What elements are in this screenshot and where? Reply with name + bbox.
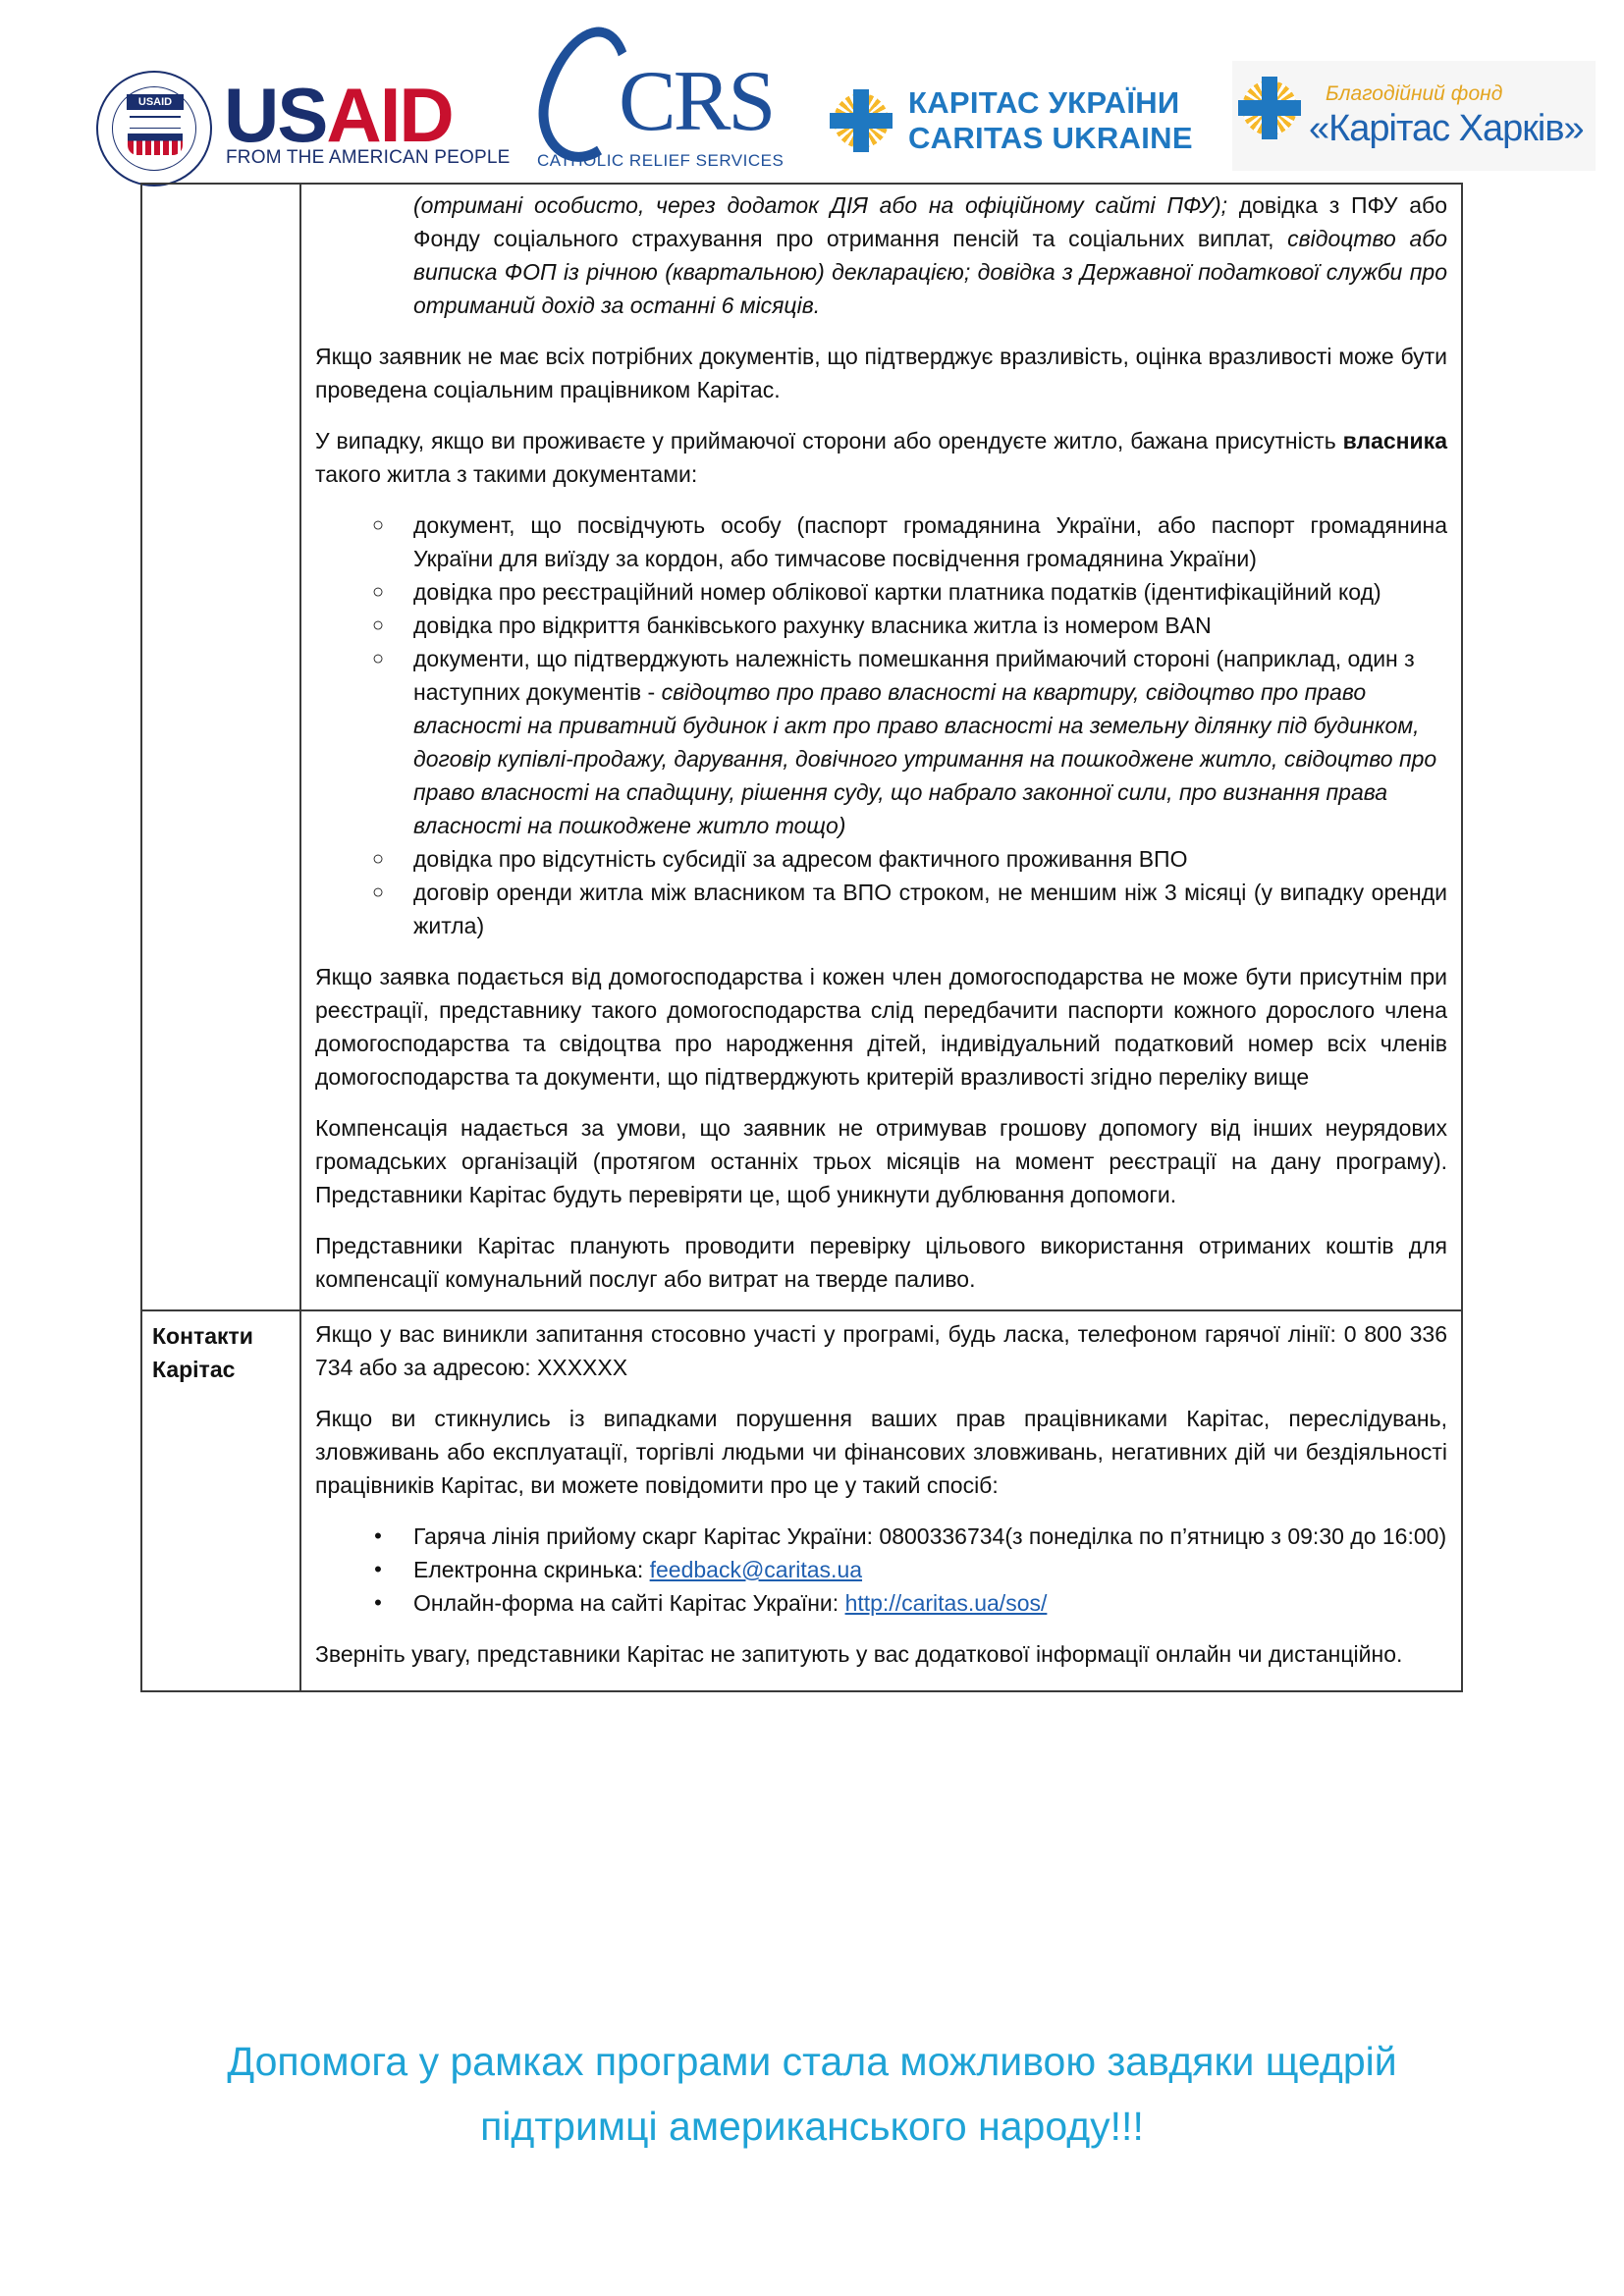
paragraph-monitoring: Представники Карітас планують проводити перевірку цільового використання отриманих коштів для компенсації комунальний послуг або витрат на тверде паливо. [315, 1233, 1447, 1292]
info-table [140, 183, 1463, 1692]
disc-bullet-icon: • [374, 1523, 382, 1548]
usaid-aid: AID [326, 72, 453, 158]
usaid-us: US [224, 72, 327, 158]
complaint-channels-list [315, 1520, 1447, 1620]
list-item-hotline: • Гаряча лінія прийому скарг Карітас України: 0800336734(з понеділка по п’ятницю з 09:30 до 16:00) [315, 1520, 1447, 1553]
footer-line-2: підтримці американського народу!!! [480, 2104, 1144, 2149]
owner-documents-list [315, 508, 1447, 942]
crs-tagline: CATHOLIC RELIEF SERVICES [537, 151, 785, 170]
shield-stripes-icon [128, 133, 183, 155]
table-row-requirements [141, 184, 1462, 1310]
crs-wordmark: CRS [619, 54, 774, 149]
paragraph-notice: Зверніть увагу, представники Карітас не запитують у вас додаткової інформації онлайн чи дистанційно. [315, 1641, 1403, 1667]
list-item: ○ документи, що підтверджують належність помешкання приймаючий стороні (наприклад, один з наступних документів - свідоцтво про право власності на квартиру, свідоцтво про право власності на приватний будинок і акт про право власності на земельну ділянку під будинком, договір купівлі-продажу, дарування, довічного утримання на пошкоджене житло, свідоцтво про право власності на спадщину, рішення суду, що набрало законної сили, про визнання права власності на пошкоджене житло тощо) [315, 642, 1447, 842]
sos-form-link[interactable]: http://caritas.ua/sos/ [844, 1590, 1048, 1616]
caritas-cross-icon [1238, 77, 1301, 139]
paragraph-household: Якщо заявка подається від домогосподарства і кожен член домогосподарства не може бути присутнім при реєстрації, представнику такого домогосподарства слід передбачити паспорти кожного дорослого члена домогосподарства та свідоцтва про народження дітей, індивідуальний податковий номер всіх членів домогосподарства та документи, що підтверджують критерій вразливості згідно переліку вище [315, 964, 1447, 1090]
contacts-label: Контакти Карітас [152, 1323, 253, 1382]
list-item-email: • Електронна скринька: feedback@caritas.ua [315, 1553, 1447, 1586]
row-label-cell [141, 1310, 300, 1691]
row-content-cell [300, 184, 1462, 1310]
usaid-seal-logo [96, 71, 212, 187]
circle-bullet-icon: ○ [371, 514, 385, 536]
footer-line-1: Допомога у рамках програми стала можливою завдяки щедрій [227, 2039, 1397, 2084]
documents-continuation: (отримані особисто, через додаток ДІЯ або на офіційному сайті ПФУ); довідка з ПФУ або Фонду соціального страхування про отримання пенсій та соціальних виплат, свідоцтво або виписка ФОП із річною (квартальною) декларацією; довідка з Державної податкової служби про отриманий дохід за останні 6 місяців. [413, 192, 1447, 318]
list-item-online-form: • Онлайн-форма на сайті Карітас України: http://caritas.ua/sos/ [315, 1586, 1447, 1620]
caritas-ukraine-line2: CARITAS UKRAINE [908, 121, 1193, 155]
usaid-wordmark [224, 72, 453, 158]
list-item: ○ довідка про реєстраційний номер облікової картки платника податків (ідентифікаційний код) [315, 575, 1447, 609]
caritas-ukraine-line1: КАРІТАС УКРАЇНИ [908, 85, 1180, 120]
list-item: ○ довідка про відкриття банківського рахунку власника житла із номером BAN [315, 609, 1447, 642]
footer-thanks [0, 2034, 1624, 2154]
paragraph-owner-presence: У випадку, якщо ви проживаєте у приймаючої сторони або орендуєте житло, бажана присутність власника такого житла з такими документами: [315, 428, 1447, 487]
caritas-cross-icon [830, 89, 893, 152]
circle-bullet-icon: ○ [371, 614, 385, 636]
circle-bullet-icon: ○ [371, 648, 385, 669]
paragraph-missing-documents: Якщо заявник не має всіх потрібних документів, що підтверджує вразливість, оцінка вразливості може бути проведена соціальним працівником Карітас. [315, 344, 1447, 402]
circle-bullet-icon: ○ [371, 581, 385, 603]
table-row-contacts [141, 1310, 1462, 1691]
disc-bullet-icon: • [374, 1590, 382, 1615]
list-item: ○ довідка про відсутність субсидії за адресом фактичного проживання ВПО [315, 842, 1447, 876]
list-item: ○ договір оренди житла між власником та ВПО строком, не меншим ніж 3 місяці (у випадку оренди житла) [315, 876, 1447, 942]
caritas-kharkiv-logo [1232, 61, 1596, 171]
caritas-kharkiv-line1: Благодійний фонд [1326, 82, 1503, 105]
circle-bullet-icon: ○ [371, 881, 385, 903]
usaid-tagline: FROM THE AMERICAN PEOPLE [226, 147, 511, 168]
caritas-kharkiv-line2: «Карітас Харків» [1309, 108, 1584, 149]
seal-usaid-label: USAID [127, 94, 184, 110]
caritas-ukraine-logo [830, 83, 1222, 162]
handshake-icon [130, 116, 181, 129]
row-label-cell [141, 184, 300, 1310]
email-link[interactable]: feedback@caritas.ua [649, 1557, 863, 1582]
circle-bullet-icon: ○ [371, 848, 385, 870]
partner-logos-header [0, 0, 1624, 183]
crs-logo [535, 18, 785, 175]
paragraph-hotline-questions: Якщо у вас виникли запитання стосовно участі у програмі, будь ласка, телефоном гарячої лінії: 0 800 336 734 або за адресою: XXXXXX [315, 1321, 1447, 1380]
paragraph-violations: Якщо ви стикнулись із випадками порушення ваших прав працівниками Карітас, переслідувань, зловживань або експлуатації, торгівлі людьми чи фінансових зловживань, негативних дій чи бездіяльності працівників Карітас, ви можете повідомити про це у такий спосіб: [315, 1406, 1447, 1498]
disc-bullet-icon: • [374, 1557, 382, 1581]
list-item: ○ документ, що посвідчують особу (паспорт громадянина України, або паспорт громадянина України для виїзду за кордон, або тимчасове посвідчення громадянина України) [315, 508, 1447, 575]
paragraph-compensation: Компенсація надається за умови, що заявник не отримував грошову допомогу від інших неурядових громадських організацій (протягом останніх трьох місяців на момент реєстрації на дану програму). Представники Карітас будуть перевіряти це, щоб уникнути дублювання допомоги. [315, 1115, 1447, 1207]
row-content-cell [300, 1310, 1462, 1691]
